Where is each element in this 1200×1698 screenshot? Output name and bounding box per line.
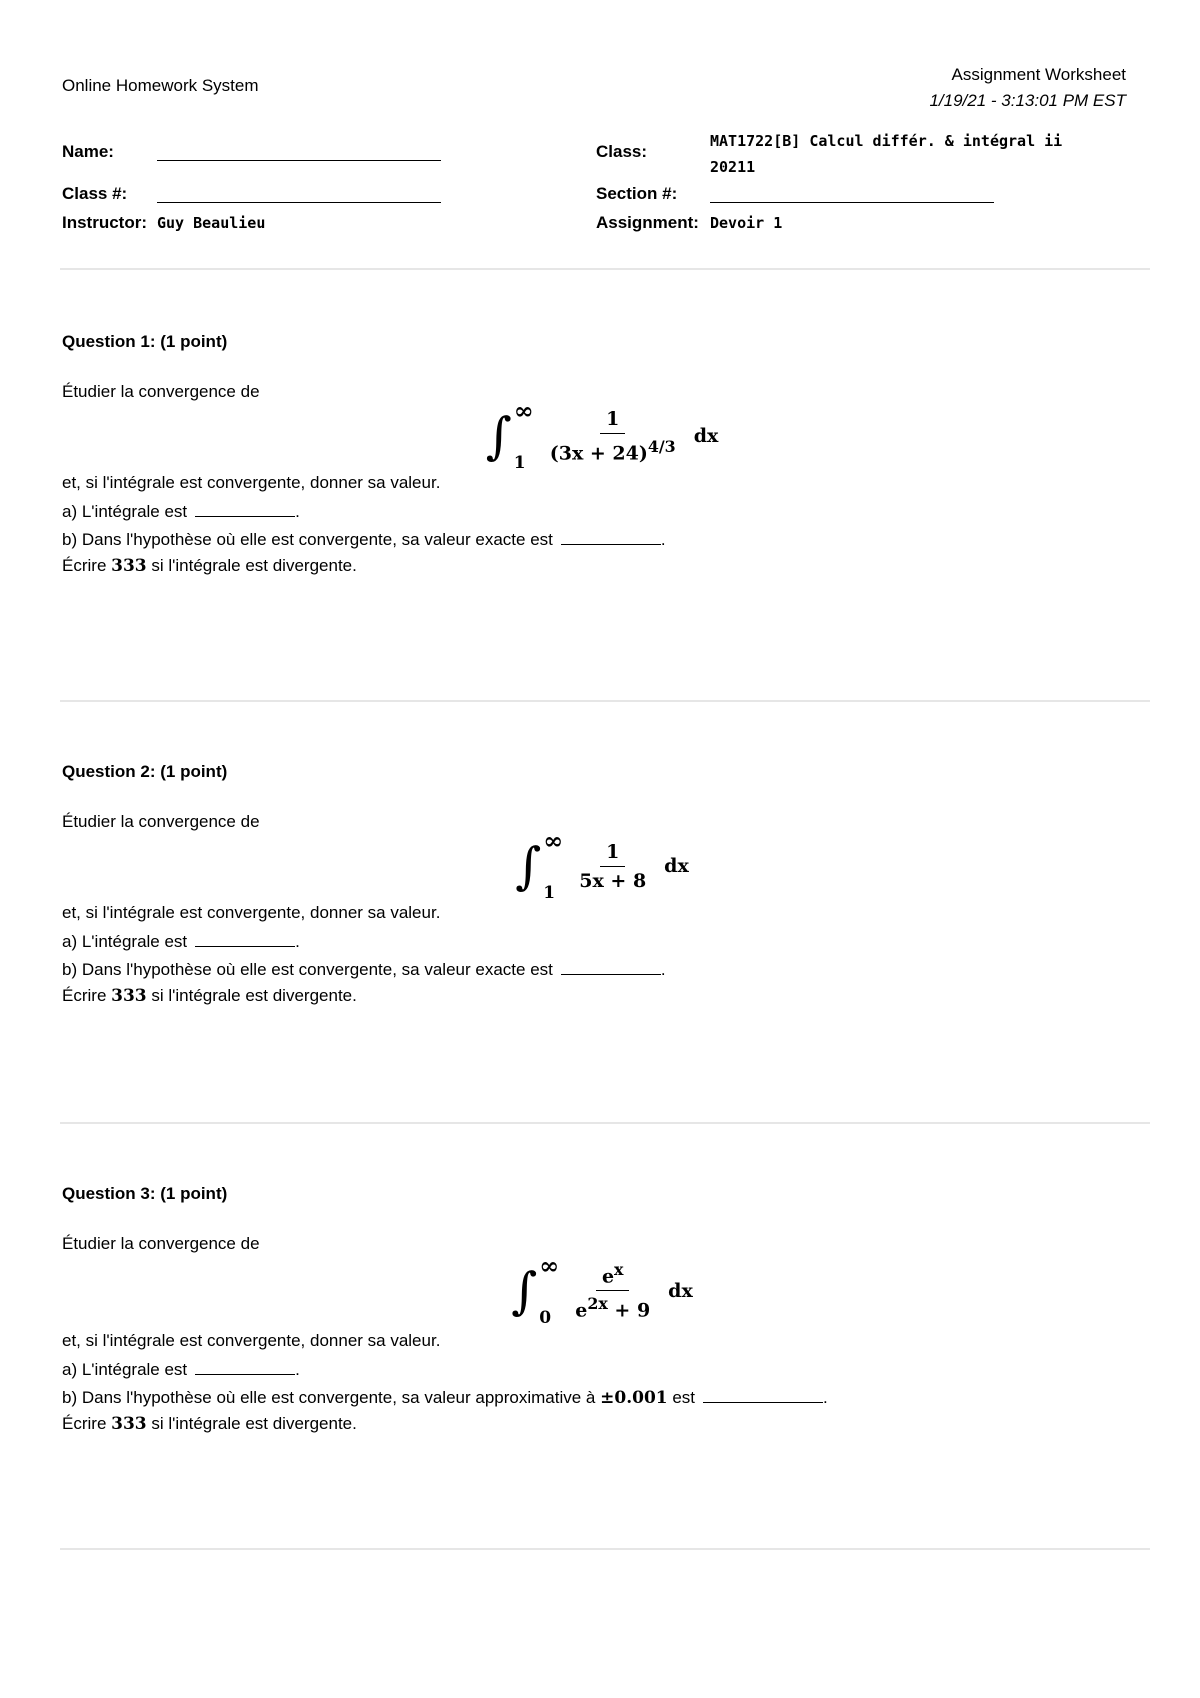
differential: dx xyxy=(668,1279,693,1302)
question-title: Question 1: (1 point) xyxy=(62,332,228,351)
question-line: et, si l'intégrale est convergente, donner sa valeur. xyxy=(62,1330,441,1350)
question-1 xyxy=(62,332,1142,579)
question-title: Question 3: (1 point) xyxy=(62,1184,228,1203)
divider xyxy=(60,700,1150,702)
question-prompt: Étudier la convergence de xyxy=(62,1234,260,1253)
question-line-a: a) L'intégrale est . xyxy=(62,1359,300,1379)
section-field[interactable] xyxy=(710,202,994,203)
class-value-line1: MAT1722[B] Calcul différ. & intégral ii xyxy=(710,132,1063,150)
question-line-note: Écrire 333 si l'intégrale est divergente. xyxy=(62,986,357,1006)
class-label: Class: xyxy=(596,142,648,161)
class-value-line2: 20211 xyxy=(710,158,756,176)
integral-sign: ∫ xyxy=(511,1261,538,1320)
fraction: $\frac{1}{5x + 8}$ xyxy=(579,840,647,892)
question-line-b: b) Dans l'hypothèse où elle est convergente, sa valeur exacte est . xyxy=(62,960,666,979)
question-prompt: Étudier la convergence de xyxy=(62,382,260,401)
integral-limits: ∞ 1 xyxy=(513,396,534,474)
question-line-b: b) Dans l'hypothèse où elle est convergente, sa valeur approximative à ±0.001 est . xyxy=(62,1387,828,1408)
name-label: Name: xyxy=(62,142,114,161)
answer-a-field[interactable] xyxy=(195,502,295,517)
divider xyxy=(60,268,1150,270)
question-2 xyxy=(62,762,1142,1009)
fraction: $\frac{e^x}{e^{2x} + 9}$ xyxy=(575,1260,651,1322)
answer-b-field[interactable] xyxy=(561,530,661,545)
instructor-value: Guy Beaulieu xyxy=(157,214,266,232)
question-line-note: Écrire 333 si l'intégrale est divergente. xyxy=(62,1413,357,1434)
classnum-field[interactable] xyxy=(157,202,441,203)
question-3 xyxy=(62,1184,1142,1437)
tolerance: ±0.001 xyxy=(600,1387,668,1408)
question-title: Question 2: (1 point) xyxy=(62,762,228,781)
question-line-a: a) L'intégrale est . xyxy=(62,932,300,951)
answer-a-field[interactable] xyxy=(195,1360,295,1375)
answer-b-field[interactable] xyxy=(703,1388,823,1403)
integral-limits: ∞ 1 xyxy=(543,826,564,903)
integral-formula xyxy=(62,1250,1142,1328)
integral-formula xyxy=(62,396,1142,474)
section-label: Section #: xyxy=(596,184,678,203)
question-prompt: Étudier la convergence de xyxy=(62,812,260,831)
class-value xyxy=(710,128,1062,180)
instructor-label: Instructor: xyxy=(62,213,147,232)
question-line: et, si l'intégrale est convergente, donner sa valeur. xyxy=(62,903,441,922)
question-line-note: Écrire 333 si l'intégrale est divergente. xyxy=(62,556,357,577)
integral-sign: ∫ xyxy=(515,837,542,895)
integral-limits: ∞ 0 xyxy=(539,1250,560,1328)
divider xyxy=(60,1122,1150,1124)
divider xyxy=(60,1548,1150,1550)
answer-a-field[interactable] xyxy=(195,932,295,947)
question-line-b: b) Dans l'hypothèse où elle est convergente, sa valeur exacte est . xyxy=(62,530,666,550)
classnum-label: Class #: xyxy=(62,184,128,203)
differential: dx xyxy=(664,855,689,877)
assignment-value: Devoir 1 xyxy=(710,214,783,232)
doc-type: Assignment Worksheet xyxy=(951,65,1126,84)
answer-b-field[interactable] xyxy=(561,960,661,975)
assignment-label: Assignment: xyxy=(596,213,699,232)
doc-info xyxy=(929,62,1126,114)
name-field[interactable] xyxy=(157,160,441,161)
doc-date: 1/19/21 - 3:13:01 PM EST xyxy=(929,91,1126,110)
question-line: et, si l'intégrale est convergente, donner sa valeur. xyxy=(62,473,441,493)
differential: dx xyxy=(693,425,719,448)
question-line-a: a) L'intégrale est . xyxy=(62,502,300,522)
fraction: $\frac{1}{(3x + 24)^{4/3}}$ xyxy=(549,408,676,465)
integral-sign: ∫ xyxy=(485,407,512,466)
system-name: Online Homework System xyxy=(62,76,259,95)
integral-formula xyxy=(62,826,1142,903)
